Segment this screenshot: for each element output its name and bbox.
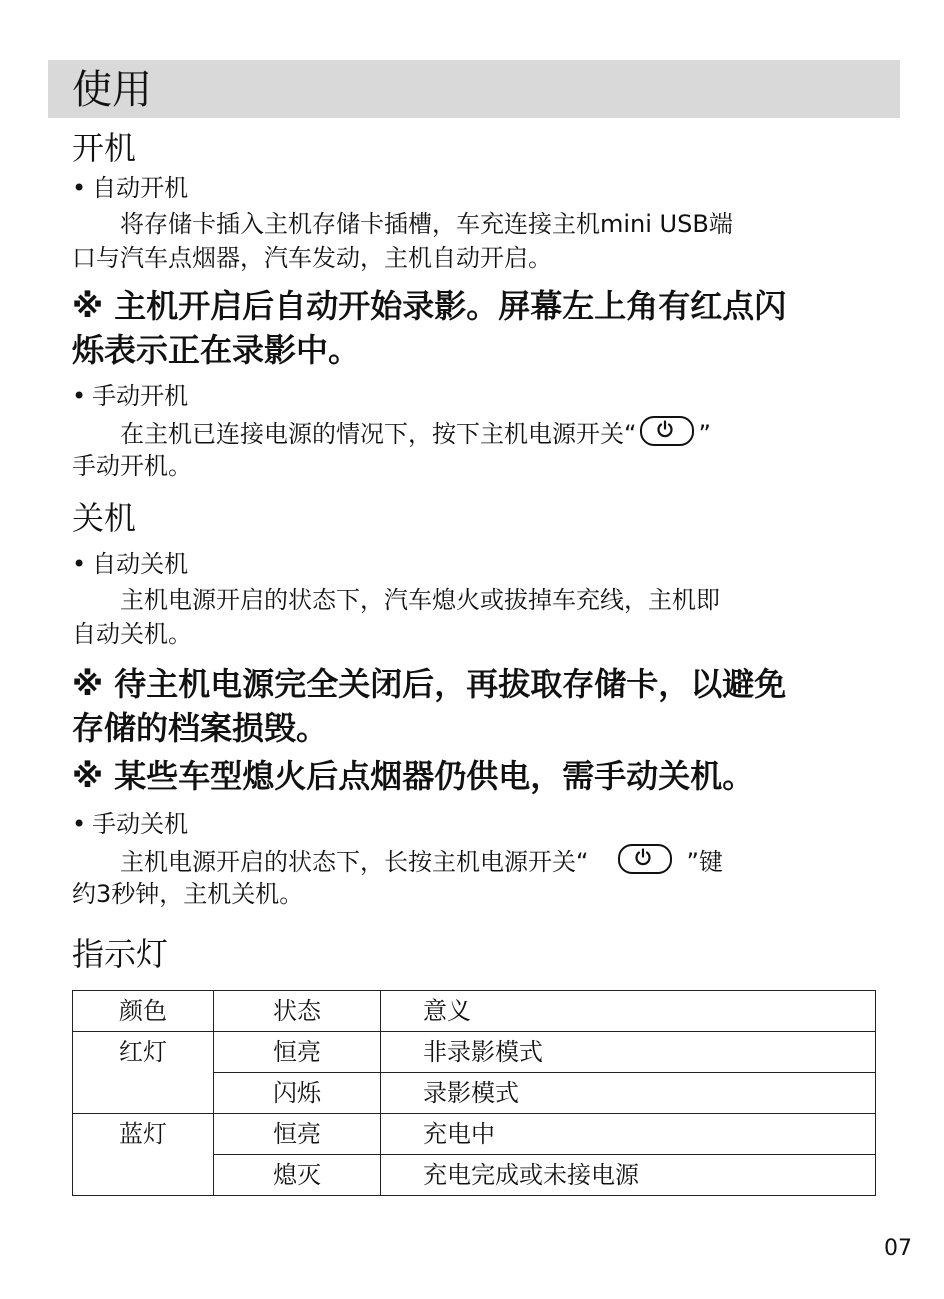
meaning-cell: 充电完成或未接电源 — [381, 1155, 876, 1196]
manual-power-on-text: 在主机已连接电源的情况下，按下主机电源开关“ — [120, 420, 637, 448]
manual-power-on-bullet — [72, 380, 188, 412]
auto-power-on-text-line1 — [72, 208, 733, 240]
auto-power-off-bullet — [72, 548, 188, 580]
auto-power-off-text-line1 — [72, 584, 720, 616]
quote-close-key: ”键 — [686, 848, 723, 876]
power-button-icon — [618, 844, 672, 874]
indicator-table — [72, 990, 876, 1196]
auto-power-off-label: 自动关机 — [92, 550, 189, 578]
red-light-cell: 红灯 — [73, 1032, 214, 1114]
indicator-heading: 指示灯 — [72, 935, 169, 973]
storage-note-line1: ※ 待主机电源完全关闭后，再拔取存储卡，以避免 — [72, 665, 787, 703]
manual-power-off-label: 手动关机 — [92, 810, 189, 838]
auto-power-on-text: 将存储卡插入主机存储卡插槽，车充连接主机mini USB端 — [120, 210, 733, 238]
state-cell: 熄灭 — [214, 1155, 381, 1196]
meaning-cell: 充电中 — [381, 1114, 876, 1155]
table-row — [73, 1032, 876, 1073]
recording-note-line1: ※ 主机开启后自动开始录影。屏幕左上角有红点闪 — [72, 287, 787, 325]
auto-power-off-text-line2: 自动关机。 — [72, 620, 192, 648]
blue-light-cell: 蓝灯 — [73, 1114, 214, 1196]
quote-close: ” — [698, 420, 711, 448]
page-number: 07 — [884, 1236, 912, 1261]
meaning-cell: 非录影模式 — [381, 1032, 876, 1073]
section-title: 使用 — [72, 67, 152, 113]
bullet-dot: • — [72, 382, 87, 410]
header-meaning: 意义 — [381, 991, 876, 1032]
auto-power-on-bullet — [72, 172, 188, 204]
power-on-heading: 开机 — [72, 129, 137, 167]
manual-power-on-label: 手动开机 — [92, 382, 189, 410]
manual-power-off-text-line2: 约3秒钟，主机关机。 — [72, 880, 304, 908]
state-cell: 闪烁 — [214, 1073, 381, 1114]
manual-power-on-text-line2: 手动开机。 — [72, 452, 192, 480]
section-header-band — [48, 60, 900, 118]
header-state: 状态 — [214, 991, 381, 1032]
manual-power-off-text: 主机电源开启的状态下，长按主机电源开关“ — [120, 848, 589, 876]
auto-power-off-text: 主机电源开启的状态下，汽车熄火或拔掉车充线，主机即 — [120, 586, 720, 614]
manual-power-off-text-line1 — [72, 844, 723, 878]
recording-note-line2: 烁表示正在录影中。 — [72, 331, 361, 369]
header-color: 颜色 — [73, 991, 214, 1032]
auto-power-on-label: 自动开机 — [92, 174, 189, 202]
state-cell: 恒亮 — [214, 1114, 381, 1155]
table-header-row — [73, 991, 876, 1032]
manual-power-off-bullet — [72, 808, 188, 840]
table-row — [73, 1114, 876, 1155]
power-button-icon — [640, 416, 694, 446]
meaning-cell: 录影模式 — [381, 1073, 876, 1114]
manual-power-on-text-line1 — [72, 416, 711, 450]
bullet-dot: • — [72, 810, 87, 838]
bullet-dot: • — [72, 550, 87, 578]
storage-note-line2: 存储的档案损毁。 — [72, 709, 329, 747]
auto-power-on-text-line2: 口与汽车点烟器，汽车发动，主机自动开启。 — [72, 244, 552, 272]
state-cell: 恒亮 — [214, 1032, 381, 1073]
power-off-heading: 关机 — [72, 499, 137, 537]
cigarette-lighter-note: ※ 某些车型熄火后点烟器仍供电，需手动关机。 — [72, 757, 755, 795]
bullet-dot: • — [72, 174, 87, 202]
